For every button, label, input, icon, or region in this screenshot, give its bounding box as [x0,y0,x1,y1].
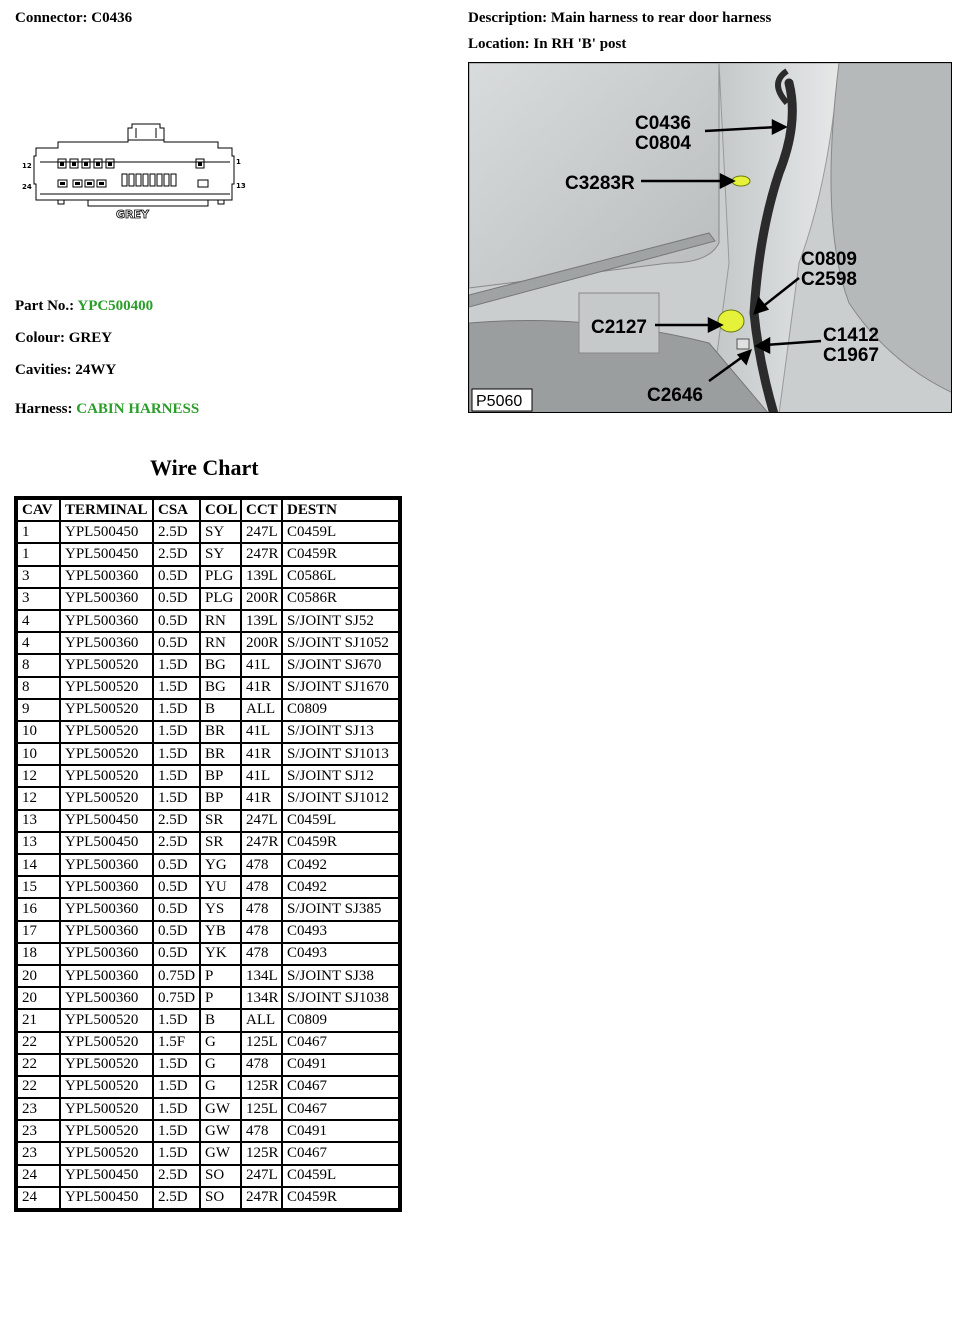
part-no-link[interactable]: YPC500400 [77,298,154,314]
table-row [17,721,399,743]
cell-destn: S/JOINT SJ1012 [282,787,399,809]
table-row [17,677,399,699]
cell-csa: 1.5D [153,1098,200,1120]
cell-cct: 247L [241,1165,282,1187]
cell-col: BG [200,654,241,676]
cell-terminal: YPL500520 [60,765,153,787]
cell-csa: 1.5D [153,699,200,721]
cell-cct: 200R [241,588,282,610]
header-cav: CAV [17,499,60,521]
cell-destn: S/JOINT SJ1670 [282,677,399,699]
cell-cct: 134L [241,965,282,987]
cell-destn: C0467 [282,1142,399,1164]
cavities-field [15,362,116,379]
cell-csa: 0.5D [153,898,200,920]
cell-terminal: YPL500450 [60,1165,153,1187]
cell-csa: 1.5D [153,1054,200,1076]
cell-csa: 0.5D [153,943,200,965]
cell-cct: ALL [241,699,282,721]
cell-destn: S/JOINT SJ12 [282,765,399,787]
pin-1-label: 1 [236,158,241,166]
cell-terminal: YPL500360 [60,898,153,920]
table-row [17,654,399,676]
cell-csa: 1.5D [153,765,200,787]
cell-destn: C0459R [282,543,399,565]
cell-cct: 247L [241,810,282,832]
cell-col: B [200,1009,241,1031]
cell-cav: 4 [17,610,60,632]
cell-destn: C0809 [282,699,399,721]
description-label: Description: [468,10,548,26]
cell-csa: 2.5D [153,521,200,543]
table-row [17,921,399,943]
cell-cct: 478 [241,1054,282,1076]
table-row [17,1076,399,1098]
cell-destn: S/JOINT SJ1052 [282,632,399,654]
cell-col: BG [200,677,241,699]
cell-cct: 41L [241,654,282,676]
table-row [17,521,399,543]
cell-cct: 41R [241,743,282,765]
cell-cav: 22 [17,1032,60,1054]
label-c2646: C2646 [647,385,703,406]
cell-csa: 0.5D [153,921,200,943]
cell-cav: 18 [17,943,60,965]
cell-col: PLG [200,566,241,588]
cell-terminal: YPL500520 [60,1054,153,1076]
cell-cav: 23 [17,1120,60,1142]
cell-col: SY [200,543,241,565]
cell-cct: 478 [241,921,282,943]
cell-col: SY [200,521,241,543]
connector-value: C0436 [91,10,133,26]
cell-cav: 10 [17,721,60,743]
harness-field [15,401,199,418]
cell-cct: 247R [241,543,282,565]
cell-cav: 21 [17,1009,60,1031]
cell-destn: C0459L [282,521,399,543]
pin-24-label: 24 [22,183,32,191]
cell-destn: C0491 [282,1120,399,1142]
table-row [17,965,399,987]
cell-destn: S/JOINT SJ1013 [282,743,399,765]
table-row [17,876,399,898]
cell-cct: 478 [241,943,282,965]
table-row [17,987,399,1009]
table-row [17,1054,399,1076]
cell-col: SO [200,1165,241,1187]
cell-csa: 1.5D [153,743,200,765]
table-header-row [17,499,399,521]
cell-col: BR [200,743,241,765]
part-no-field [15,298,153,315]
cell-cct: 139L [241,610,282,632]
label-c0809: C0809 [801,249,857,270]
table-row [17,943,399,965]
cell-destn: C0586L [282,566,399,588]
table-row [17,588,399,610]
cell-col: YU [200,876,241,898]
harness-link[interactable]: CABIN HARNESS [76,401,200,417]
cell-cct: 41R [241,677,282,699]
cell-destn: S/JOINT SJ670 [282,654,399,676]
cell-col: YS [200,898,241,920]
cell-destn: C0493 [282,921,399,943]
cell-csa: 2.5D [153,832,200,854]
table-row [17,854,399,876]
cell-terminal: YPL500520 [60,787,153,809]
cell-destn: S/JOINT SJ1038 [282,987,399,1009]
header-col: COL [200,499,241,521]
table-row [17,832,399,854]
harness-label: Harness: [15,401,73,417]
table-row [17,1032,399,1054]
cell-terminal: YPL500450 [60,832,153,854]
cell-cct: 125R [241,1142,282,1164]
location-value: In RH 'B' post [533,36,627,52]
cell-cav: 24 [17,1165,60,1187]
cavities-value: 24WY [75,362,117,378]
cell-csa: 2.5D [153,1165,200,1187]
table-row [17,1120,399,1142]
label-c1967: C1967 [823,345,879,366]
cell-cct: 134R [241,987,282,1009]
cell-csa: 1.5D [153,677,200,699]
connector-label: Connector: [15,10,88,26]
cell-col: GW [200,1120,241,1142]
cell-cav: 15 [17,876,60,898]
cell-cav: 16 [17,898,60,920]
cell-terminal: YPL500450 [60,543,153,565]
location-label: Location: [468,36,530,52]
cell-cct: 41L [241,765,282,787]
cell-csa: 1.5D [153,721,200,743]
label-c0804: C0804 [635,133,691,154]
pin-13-label: 13 [236,182,246,190]
location-photo [468,62,952,413]
cell-cav: 12 [17,765,60,787]
cell-destn: S/JOINT SJ52 [282,610,399,632]
cell-terminal: YPL500360 [60,987,153,1009]
cell-cct: 139L [241,566,282,588]
cell-col: RN [200,632,241,654]
table-row [17,610,399,632]
cell-col: RN [200,610,241,632]
cell-terminal: YPL500450 [60,521,153,543]
cell-destn: C0493 [282,943,399,965]
cell-cav: 20 [17,965,60,987]
cell-cct: 247R [241,1187,282,1209]
cell-cav: 4 [17,632,60,654]
cell-terminal: YPL500520 [60,743,153,765]
cell-terminal: YPL500520 [60,1032,153,1054]
header-cct: CCT [241,499,282,521]
wire-chart-title: Wire Chart [150,455,259,480]
cell-cav: 14 [17,854,60,876]
cell-cct: 247L [241,521,282,543]
label-c1412: C1412 [823,325,879,346]
cell-destn: C0459L [282,1165,399,1187]
header-destn: DESTN [282,499,399,521]
table-row [17,743,399,765]
wire-chart-table [14,496,402,1212]
cell-cav: 22 [17,1054,60,1076]
table-row [17,787,399,809]
label-c2598: C2598 [801,269,857,290]
cell-col: G [200,1054,241,1076]
table-row [17,1142,399,1164]
cell-csa: 0.5D [153,588,200,610]
cell-terminal: YPL500360 [60,854,153,876]
table-row [17,632,399,654]
connector-colour-label: GREY [116,208,149,221]
cell-destn: C0467 [282,1076,399,1098]
cell-col: BP [200,787,241,809]
pin-12-label: 12 [22,162,32,170]
cell-cct: ALL [241,1009,282,1031]
cell-destn: S/JOINT SJ385 [282,898,399,920]
cell-cav: 8 [17,654,60,676]
description-field [468,10,771,27]
cell-destn: C0492 [282,854,399,876]
cell-destn: C0467 [282,1098,399,1120]
cell-terminal: YPL500360 [60,588,153,610]
connector-body [34,140,234,200]
cell-col: SR [200,810,241,832]
cell-cct: 478 [241,876,282,898]
cell-destn: C0586R [282,588,399,610]
cell-destn: C0809 [282,1009,399,1031]
cell-col: YG [200,854,241,876]
c2127-connector [718,310,744,332]
cell-csa: 1.5D [153,1142,200,1164]
cell-csa: 1.5F [153,1032,200,1054]
table-row [17,1165,399,1187]
cell-terminal: YPL500520 [60,1076,153,1098]
cell-destn: C0491 [282,1054,399,1076]
table-row [17,898,399,920]
table-row [17,1187,399,1209]
cell-destn: C0467 [282,1032,399,1054]
cell-csa: 2.5D [153,543,200,565]
cell-cct: 125L [241,1032,282,1054]
cell-terminal: YPL500360 [60,876,153,898]
cell-terminal: YPL500520 [60,677,153,699]
cell-terminal: YPL500360 [60,632,153,654]
latch-outline [128,124,164,140]
label-c3283r: C3283R [565,173,635,194]
cell-col: B [200,699,241,721]
table-row [17,543,399,565]
cell-terminal: YPL500520 [60,654,153,676]
cell-cav: 3 [17,588,60,610]
cell-cct: 247R [241,832,282,854]
cell-col: GW [200,1098,241,1120]
cell-cct: 478 [241,898,282,920]
cell-terminal: YPL500360 [60,943,153,965]
cell-destn: S/JOINT SJ38 [282,965,399,987]
cell-csa: 0.5D [153,876,200,898]
cell-csa: 0.75D [153,965,200,987]
header-terminal: TERMINAL [60,499,153,521]
cell-csa: 0.5D [153,566,200,588]
cell-cct: 200R [241,632,282,654]
cell-cct: 478 [241,854,282,876]
cell-csa: 1.5D [153,1076,200,1098]
cell-destn: C0459L [282,810,399,832]
table-row [17,566,399,588]
cell-col: GW [200,1142,241,1164]
cell-cav: 9 [17,699,60,721]
cell-csa: 0.5D [153,632,200,654]
cell-cav: 1 [17,543,60,565]
cell-col: BR [200,721,241,743]
colour-field [15,330,112,347]
photo-reference: P5060 [476,393,523,410]
cell-cav: 20 [17,987,60,1009]
cell-col: P [200,987,241,1009]
description-value: Main harness to rear door harness [550,10,772,26]
table-row [17,699,399,721]
cell-terminal: YPL500450 [60,1187,153,1209]
cell-cav: 23 [17,1098,60,1120]
cell-col: G [200,1032,241,1054]
table-row [17,1009,399,1031]
cell-cct: 125R [241,1076,282,1098]
location-field [468,36,626,53]
colour-value: GREY [68,330,113,346]
cell-terminal: YPL500450 [60,810,153,832]
cell-csa: 1.5D [153,787,200,809]
cell-terminal: YPL500520 [60,1142,153,1164]
cell-cav: 24 [17,1187,60,1209]
cell-cct: 41L [241,721,282,743]
cell-col: SR [200,832,241,854]
table-row [17,810,399,832]
connector-diagram [18,122,248,222]
cell-csa: 0.5D [153,854,200,876]
cell-destn: C0492 [282,876,399,898]
table-row [17,1098,399,1120]
cell-destn: C0459R [282,1187,399,1209]
cell-terminal: YPL500520 [60,1120,153,1142]
cell-cav: 3 [17,566,60,588]
cell-cav: 12 [17,787,60,809]
cell-col: G [200,1076,241,1098]
cell-destn: S/JOINT SJ13 [282,721,399,743]
cell-terminal: YPL500360 [60,965,153,987]
cell-cct: 125L [241,1098,282,1120]
cell-terminal: YPL500360 [60,610,153,632]
cell-cct: 478 [241,1120,282,1142]
cell-csa: 1.5D [153,654,200,676]
cell-cav: 8 [17,677,60,699]
cell-cav: 1 [17,521,60,543]
cell-csa: 1.5D [153,1009,200,1031]
table-row [17,765,399,787]
cell-csa: 2.5D [153,810,200,832]
cell-csa: 1.5D [153,1120,200,1142]
cell-terminal: YPL500520 [60,1098,153,1120]
cell-terminal: YPL500520 [60,721,153,743]
cell-col: PLG [200,588,241,610]
cavities-label: Cavities: [15,362,72,378]
label-c2127: C2127 [591,317,647,338]
cell-col: BP [200,765,241,787]
cell-col: YK [200,943,241,965]
cell-terminal: YPL500520 [60,699,153,721]
cell-terminal: YPL500520 [60,1009,153,1031]
cell-col: P [200,965,241,987]
cell-cav: 13 [17,832,60,854]
part-no-label: Part No.: [15,298,75,314]
cell-cav: 23 [17,1142,60,1164]
cell-cav: 22 [17,1076,60,1098]
cell-cct: 41R [241,787,282,809]
cell-cav: 13 [17,810,60,832]
cell-terminal: YPL500360 [60,921,153,943]
cell-col: SO [200,1187,241,1209]
header-csa: CSA [153,499,200,521]
connector-field [15,10,132,27]
cell-col: YB [200,921,241,943]
colour-label: Colour: [15,330,65,346]
cell-csa: 2.5D [153,1187,200,1209]
label-c0436: C0436 [635,113,691,134]
cell-csa: 0.5D [153,610,200,632]
cell-destn: C0459R [282,832,399,854]
cell-csa: 0.75D [153,987,200,1009]
cell-cav: 17 [17,921,60,943]
cell-cav: 10 [17,743,60,765]
location-photo-illustration [469,63,952,413]
cell-terminal: YPL500360 [60,566,153,588]
